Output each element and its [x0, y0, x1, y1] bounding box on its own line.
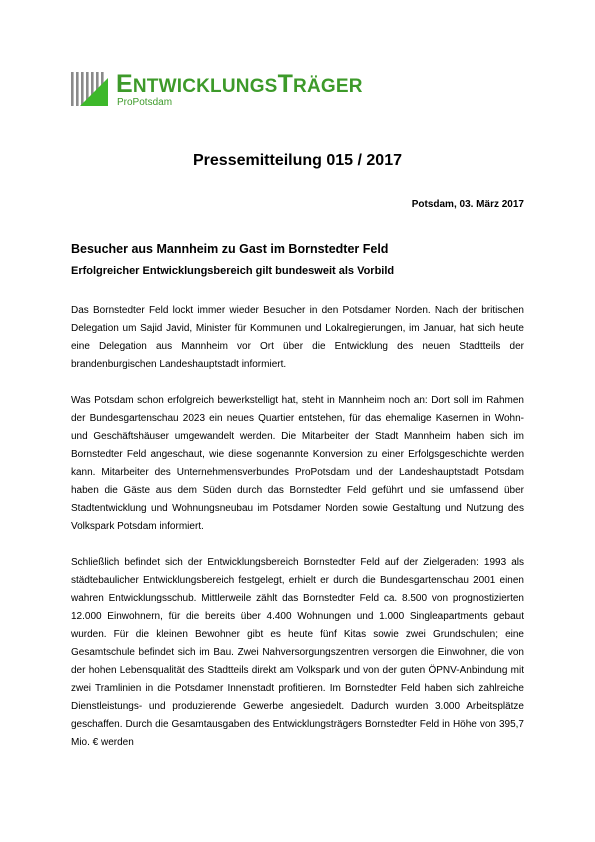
body-text: [71, 302, 524, 770]
subheadline: Erfolgreicher Entwicklungsbereich gilt bundesweit als Vorbild: [71, 265, 395, 277]
logo-title-rest-2: RÄGER: [293, 76, 363, 97]
press-release-title: Pressemitteilung 015 / 2017: [193, 152, 402, 169]
logo-title-initial: E: [116, 70, 133, 98]
logo-subtitle: ProPotsdam: [117, 97, 173, 108]
release-date: Potsdam, 03. März 2017: [411, 199, 524, 210]
headline: Besucher aus Mannheim zu Gast im Bornstedter Feld: [71, 242, 389, 256]
body-paragraph-1: Das Bornstedter Feld lockt immer wieder Besucher in den Potsdamer Norden. Nach der britischen Delegation um Sajid Javid, Minister für Kommunen und Lokalregierungen, im Januar, hat sich heute eine Delegation aus Mannheim vor Ort über die Entwicklung des neuen Stadtteils der brandenburgischen Landeshauptstadt informiert.: [71, 305, 524, 370]
logo-title-initial-2: T: [277, 70, 294, 98]
company-logo: [70, 70, 380, 110]
body-paragraph-3: Schließlich befindet sich der Entwicklungsbereich Bornstedter Feld auf der Zielgeraden: 1993 als städtebaulicher Entwicklungsbereich festgelegt, erhielt er durch die Bundesgartenschau 2001 einen wahren Entwicklungsschub. Mittlerweile zählt das Bornstedter Feld ca. 8.500 von prognostizierten 12.000 Einwohnern, für die bereits über 4.400 Wohnungen und 1.000 Singleapartments gebaut wurden. Für die kleinen Bewohner gibt es heute fünf Kitas sowie zwei Grundschulen; eine Gesamtschule befindet sich im Bau. Zwei Nahversorgungszentren versorgen die Einwohner, die von der hohen Lebensqualität des Stadtteils direkt am Volkspark und von der guten ÖPNV-Anbindung mit zwei Tramlinien in die Potsdamer Innenstadt profitieren. Im Bornstedter Feld haben sich zahlreiche Dienstleistungs- und produzierende Gewerbe angesiedelt. Dadurch wurden 3.000 Arbeitsplätze geschaffen. Durch die Gesamtausgaben des Entwicklungsträgers Bornstedter Feld in Höhe von 395,7 Mio. € werden: [71, 557, 524, 748]
body-paragraph-2: Was Potsdam schon erfolgreich bewerkstelligt hat, steht in Mannheim noch an: Dort soll im Rahmen der Bundesgartenschau 2023 ein neues Quartier entstehen, für das ehemalige Kasernen in Wohn- und Geschäftshäuser umgewandelt werden. Die Mitarbeiter der Stadt Mannheim haben sich im Bornstedter Feld angeschaut, wie diese sogenannte Konversion zu einer Erfolgsgeschichte werden kann. Mitarbeiter des Unternehmensverbundes ProPotsdam und der Landeshauptstadt Potsdam haben die Gäste aus dem Süden durch das Bornstedter Feld geführt und sie umfassend über Stadtentwicklung und Wohnungsneubau im Potsdamer Norden sowie Gestaltung und Nutzung des Volkspark Potsdam informiert.: [71, 395, 524, 532]
logo-title-rest: NTWICKLUNGS: [132, 76, 278, 97]
logo-mark-icon: [70, 70, 110, 108]
